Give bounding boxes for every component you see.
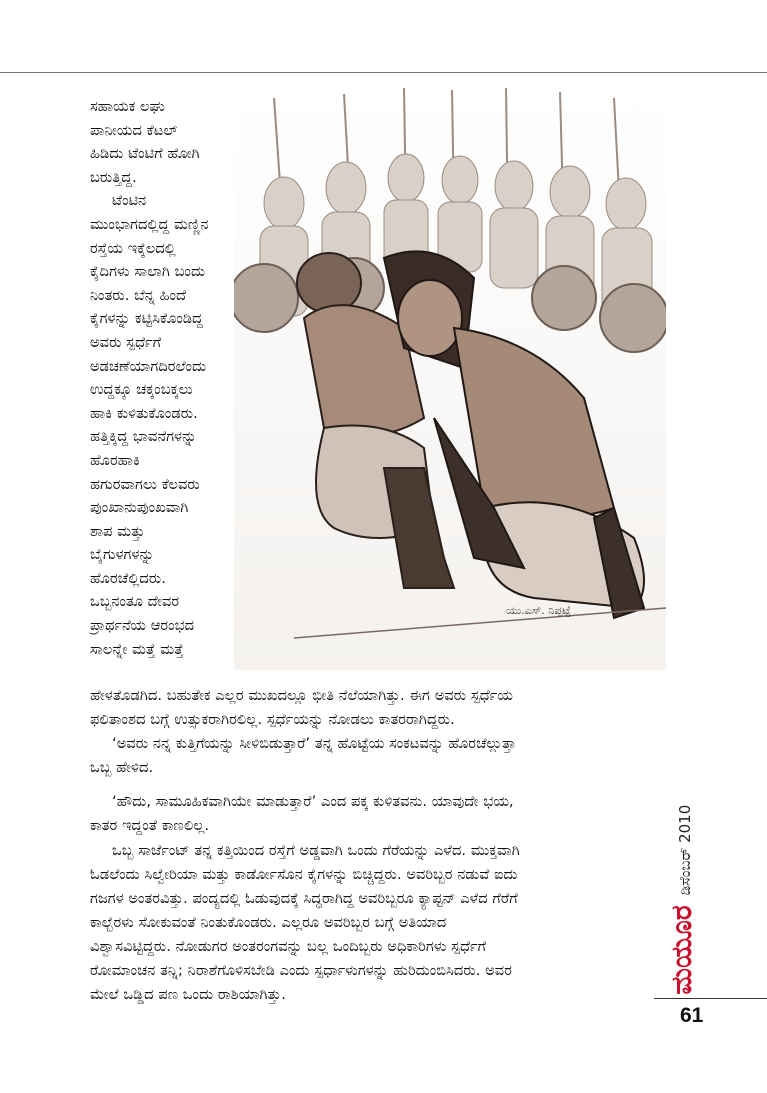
text-line: ಕಾಲ್ಬೆರಳು ಸೋಕುವಂತೆ ನಿಂತುಕೊಂಡರು. ಎಲ್ಲರೂ ಅವರಿಬ್ಬರ ಬಗ್ಗೆ ಅತಿಯಾದ bbox=[90, 914, 447, 931]
text-line: ಹೇಳತೊಡಗಿದ. ಬಹುತೇಕ ಎಲ್ಲರ ಮುಖದಲ್ಲೂ ಭೀತಿ ನೆಲೆಯಾಗಿತ್ತು. ಈಗ ಅವರು ಸ್ಪರ್ಧೆಯ bbox=[90, 688, 513, 704]
text-line: ಮುಂಭಾಗದಲ್ಲಿದ್ದ ಮಣ್ಣಿನ bbox=[90, 216, 209, 233]
text-line: ಒಬ್ಬ ಸಾರ್ಜೆಂಟ್ ತನ್ನ ಕತ್ತಿಯಿಂದ ರಸ್ತೆಗೆ ಅಡ್ಡವಾಗಿ ಒಂದು ಗೆರೆಯನ್ನು ಎಳೆದ. ಮುಕ್ತವಾಗಿ bbox=[112, 842, 520, 859]
text-line: ಬರುತ್ತಿದ್ದ. bbox=[90, 169, 137, 186]
text-line: ವಿಶ್ವಾಸವಿಟ್ಟಿದ್ದರು. ನೋಡುಗರ ಅಂತರಂಗವನ್ನು ಬಲ್ಲ ಒಂದಿಬ್ಬರು ಅಧಿಕಾರಿಗಳು ಸ್ಪರ್ಧೆಗೆ bbox=[90, 938, 487, 955]
text-line: ರೋಮಾಂಚನ ತನ್ನಿ; ನಿರಾಶೆಗೊಳಿಸಬೇಡಿ ಎಂದು ಸ್ಪರ್ಧಾಳುಗಳನ್ನು ಹುರಿದುಂಬಿಸಿದರು. ಅವರ bbox=[90, 963, 512, 980]
text-line: ಹಗುರವಾಗಲು ಕೆಲವರು bbox=[90, 476, 200, 493]
text-line: ಪುಂಖಾನುಪುಂಖವಾಗಿ bbox=[90, 500, 189, 517]
issue-date-text: ಡಿಸೆಂಬರ್ 2010 bbox=[676, 804, 694, 896]
text-line: ಹತ್ತಿಕ್ಕಿದ್ದ ಭಾವನೆಗಳನ್ನು bbox=[90, 429, 197, 446]
top-rule bbox=[0, 72, 767, 73]
text-line: ನಿಂತರು. ಬೆನ್ನ ಹಿಂದೆ bbox=[90, 287, 187, 304]
narrow-text-column bbox=[90, 96, 250, 662]
text-line: ಹಾಕಿ ಕುಳಿತುಕೊಂಡರು. bbox=[90, 405, 198, 422]
text-line: ಉದ್ದಕ್ಕೂ ಚಕ್ಕಂಬಕ್ಕಲು bbox=[90, 382, 193, 399]
text-line: ಒಬ್ಬನಂತೂ ದೇವರ bbox=[90, 594, 180, 611]
full-width-text-column bbox=[90, 684, 630, 1007]
magazine-logo bbox=[660, 905, 704, 995]
issue-date bbox=[672, 800, 698, 900]
text-line: ಅವರು ಸ್ಪರ್ಧೆಗೆ bbox=[90, 334, 162, 351]
text-line: ಕೈಗಳನ್ನು ಕಟ್ಟಿಸಿಕೊಂಡಿದ್ದ bbox=[90, 311, 203, 328]
text-line: ಶಾಪ ಮತ್ತು bbox=[90, 523, 145, 540]
text-line: ಬೈಗುಳಗಳನ್ನು bbox=[90, 547, 155, 564]
text-line: ಗಜಗಳ ಅಂತರವಿತ್ತು. ಪಂದ್ಯದಲ್ಲಿ ಓಡುವುದಕ್ಕೆ ಸಿದ್ಧರಾಗಿದ್ದ ಅವರಿಬ್ಬರೂ ಕ್ಯಾಪ್ಟನ್ ಎಳೆದ ಗೆರೆಗೆ bbox=[90, 890, 518, 907]
text-line: ಓಡಲೆಂದು ಸಿಲ್ವೇರಿಯಾ ಮತ್ತು ಕಾರ್ಡೋಸೊನ ಕೈಗಳನ್ನು ಬಿಚ್ಚಿದ್ದರು. ಅವರಿಬ್ಬರ ನಡುವೆ ಐದು bbox=[90, 866, 518, 883]
illustration-drawing bbox=[234, 88, 666, 670]
text-line: ಹೊರಹಾಕಿ bbox=[90, 452, 140, 469]
text-line: ಅಡಚಣೆಯಾಗದಿರಲೆಂದು bbox=[90, 358, 207, 375]
text-line: ಸಾಲನ್ನೇ ಮತ್ತೆ ಮತ್ತೆ bbox=[90, 641, 184, 658]
text-line: ‘ಅವರು ನನ್ನ ಕುತ್ತಿಗೆಯನ್ನು ಸೀಳಿಬಿಡುತ್ತಾರೆ’ ತನ್ನ ಹೊಟ್ಟೆಯ ಸಂಕಟವನ್ನು ಹೊರಚೆಲ್ಲುತ್ತಾ bbox=[112, 736, 517, 753]
text-line: ರಸ್ತೆಯ ಇಕ್ಕೆಲದಲ್ಲಿ bbox=[90, 240, 176, 257]
text-line: ಕೈದಿಗಳು ಸಾಲಾಗಿ ಬಂದು bbox=[90, 264, 206, 281]
text-line: ಹಿಡಿದು ಟೆಂಟಿಗೆ ಹೋಗಿ bbox=[90, 146, 200, 163]
magazine-logo-text: ಮಯೂರ bbox=[665, 905, 698, 995]
text-line: ಪಾನೀಯದ ಕೆಟಲ್ bbox=[90, 122, 178, 139]
text-line: ಹೊರಚೆಲ್ಲಿದರು. bbox=[90, 570, 166, 587]
text-line: ಕಾತರ ಇದ್ದಂತೆ ಕಾಣಲಿಲ್ಲ. bbox=[90, 818, 210, 835]
text-line: ‘ಹೌದು, ಸಾಮೂಹಿಕವಾಗಿಯೇ ಮಾಡುತ್ತಾರೆ’ ಎಂದ ಪಕ್ಕ ಕುಳಿತವನು. ಯಾವುದೇ ಭಯ, bbox=[112, 794, 514, 811]
text-line: ಒಬ್ಬ ಹೇಳಿದ. bbox=[90, 760, 154, 777]
illustration-signature: ಯು.ಎಸ್. ನಿಪ್ಪಟ್ಟೆ bbox=[506, 604, 571, 617]
text-line: ಪ್ರಾರ್ಥನೆಯ ಆರಂಭದ bbox=[90, 618, 195, 635]
text-line: ಫಲಿತಾಂಶದ ಬಗ್ಗೆ ಉತ್ಸುಕರಾಗಿರಲಿಲ್ಲ. ಸ್ಪರ್ಧೆಯನ್ನು ನೋಡಲು ಕಾತರರಾಗಿದ್ದರು. bbox=[90, 712, 455, 729]
text-line: ಸಹಾಯಕ ಲಘು bbox=[90, 99, 166, 115]
text-line: ಮೇಲೆ ಒಡ್ಡಿದ ಪಣ ಒಂದು ರಾಶಿಯಾಗಿತ್ತು. bbox=[90, 987, 286, 1004]
page-number: 61 bbox=[680, 1004, 704, 1027]
page-number-rule bbox=[654, 998, 767, 999]
story-illustration bbox=[234, 88, 666, 670]
text-line: ಟೆಂಟಿನ bbox=[112, 193, 147, 210]
